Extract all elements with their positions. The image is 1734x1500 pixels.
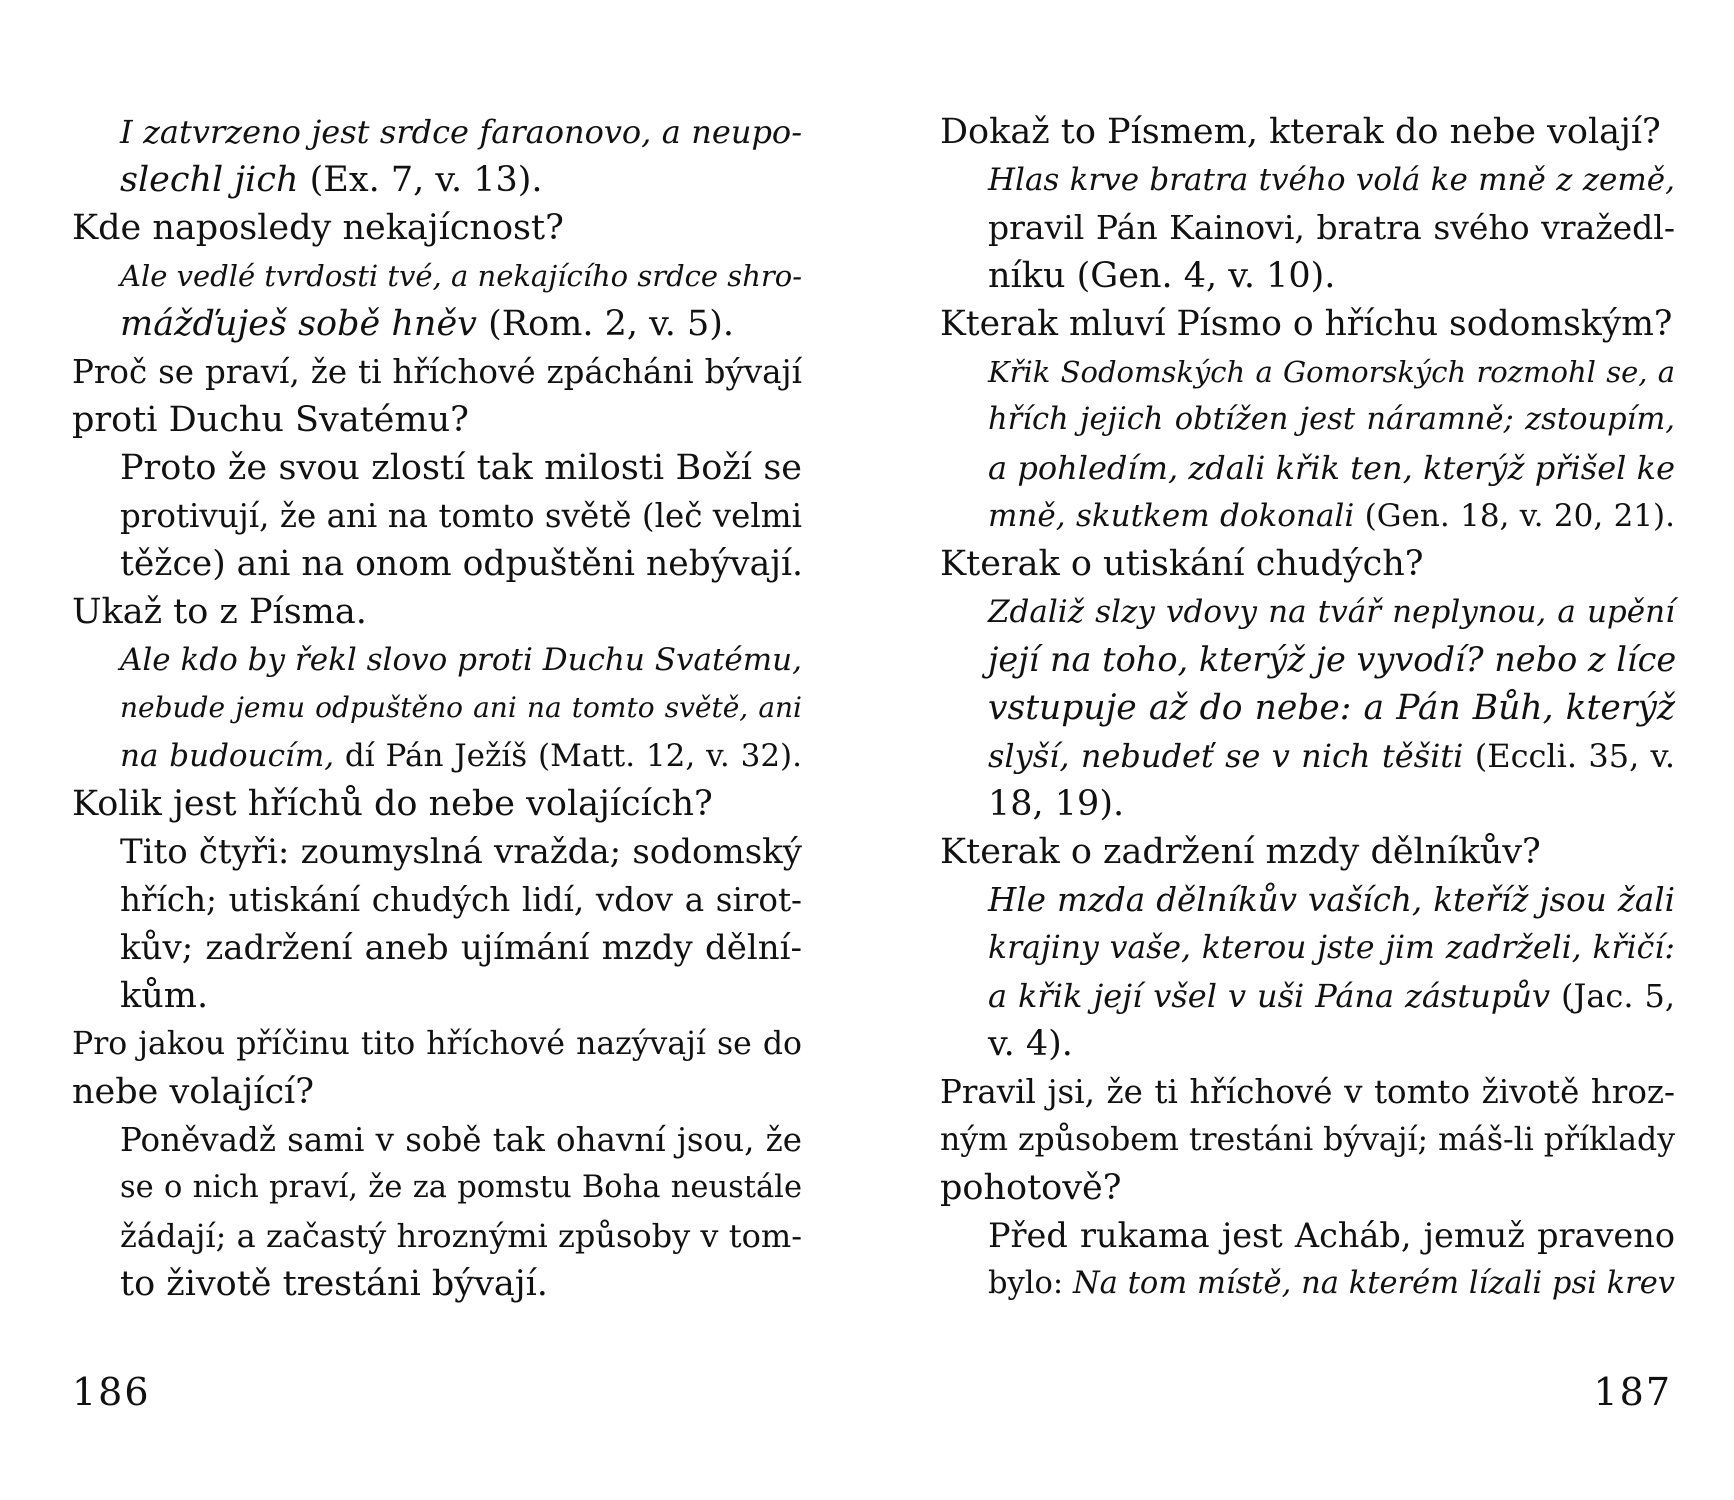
question-paragraph: [940, 108, 1675, 156]
italic-text: Křik Sodomských a Gomorských rozmohl se, a: [988, 355, 1675, 389]
roman-text: (Jac. 5,: [1561, 977, 1676, 1015]
roman-text: (Eccli. 35, v.: [1474, 737, 1676, 775]
text-line: [988, 876, 1675, 924]
text-line: [988, 348, 1675, 396]
roman-text: se o nich praví, že za pomstu Boha neustále: [120, 1170, 802, 1205]
roman-text: protivují, že ani na tomto světě (leč velmi: [120, 497, 802, 535]
italic-text: slyší, nebudeť se v nich těšiti: [988, 737, 1475, 775]
text-line: [988, 396, 1675, 444]
text-line: [72, 396, 802, 444]
italic-text: na budoucím,: [120, 738, 345, 774]
answer-paragraph: [940, 156, 1675, 300]
italic-text: slechl jich: [120, 160, 310, 200]
text-line: [120, 636, 802, 684]
text-line: [988, 1020, 1675, 1068]
roman-text: (Ex. 7, v. 13).: [309, 160, 543, 200]
text-line: [988, 684, 1675, 732]
question-paragraph: [940, 1068, 1675, 1212]
roman-text: to životě trestáni bývají.: [120, 1264, 548, 1304]
roman-text: těžce) ani na onom odpuštěni nebývají.: [120, 544, 803, 584]
text-line: [72, 204, 802, 252]
text-line: [940, 540, 1675, 588]
roman-text: Kde naposledy nekajícnost?: [72, 208, 564, 248]
text-line: [120, 828, 802, 876]
text-line: [120, 1164, 802, 1212]
text-line: [72, 780, 802, 828]
roman-text: bylo:: [988, 1266, 1073, 1301]
roman-text: Tito čtyři: zoumyslná vražda; sodomský: [120, 832, 802, 872]
left-page-text: [72, 108, 802, 1308]
roman-text: pohotově?: [940, 1168, 1122, 1208]
text-line: [988, 924, 1675, 972]
italic-text: Ale vedlé tvrdosti tvé, a nekajícího srdce shro-: [120, 259, 802, 293]
italic-text: a křik její všel v uši Pána zástupův: [988, 977, 1562, 1015]
question-paragraph: [940, 300, 1675, 348]
question-paragraph: [940, 540, 1675, 588]
roman-text: proti Duchu Svatému?: [72, 400, 469, 440]
italic-text: nebude jemu odpuštěno ani na tomto světě, ani: [120, 691, 802, 724]
question-paragraph: [72, 588, 802, 636]
answer-paragraph: [72, 252, 802, 348]
text-line: [72, 348, 802, 396]
italic-text: Hlas krve bratra tvého volá ke mně z země,: [988, 162, 1675, 198]
text-line: [940, 108, 1675, 156]
text-line: [120, 300, 802, 348]
text-line: [940, 1068, 1675, 1116]
question-paragraph: [940, 828, 1675, 876]
answer-paragraph: [72, 828, 802, 1020]
text-line: [120, 924, 802, 972]
roman-text: Kterak o utiskání chudých?: [940, 544, 1424, 584]
text-line: [72, 1068, 802, 1116]
italic-text: vstupuje až do nebe: a Pán Bůh, kterýž: [988, 688, 1675, 728]
roman-text: kův; zadržení aneb ujímání mzdy dělní-: [120, 928, 802, 968]
question-paragraph: [72, 204, 802, 252]
question-paragraph: [72, 348, 802, 444]
text-line: [120, 1212, 802, 1260]
roman-text: Poněvadž sami v sobě tak ohavní jsou, že: [120, 1121, 802, 1159]
roman-text: Proč se praví, že ti hříchové zpácháni bývají: [72, 353, 802, 391]
text-line: [988, 252, 1675, 300]
text-line: [988, 156, 1675, 204]
italic-text: krajiny vaše, kterou jste jim zadrželi, křičí:: [988, 930, 1675, 966]
text-line: [72, 1020, 802, 1068]
roman-text: žádají; a začastý hroznými způsoby v tom-: [120, 1217, 802, 1255]
answer-paragraph: [940, 876, 1675, 1068]
page-number-right: 187: [1593, 1370, 1672, 1414]
roman-text: Pravil jsi, že ti hříchové v tomto životě hroz-: [940, 1073, 1675, 1111]
italic-text: Na tom místě, na kterém lízali psi krev: [1072, 1266, 1675, 1301]
roman-text: dí Pán Ježíš (Matt. 12, v. 32).: [344, 738, 802, 774]
text-line: [988, 636, 1675, 684]
text-line: [988, 204, 1675, 252]
answer-paragraph: [940, 1212, 1675, 1308]
text-line: [988, 588, 1675, 636]
text-line: [120, 972, 802, 1020]
question-paragraph: [72, 1020, 802, 1116]
text-line: [120, 684, 802, 732]
roman-text: Kolik jest hříchů do nebe volajících?: [72, 784, 713, 824]
answer-paragraph: [940, 348, 1675, 540]
right-page-text: [940, 108, 1675, 1308]
roman-text: ným způsobem trestáni bývají; máš-li příklady: [940, 1122, 1675, 1158]
italic-text: a pohledím, zdali křik ten, kterýž přišel ke: [988, 449, 1675, 487]
italic-text: mně, skutkem dokonali: [988, 498, 1365, 534]
text-line: [120, 732, 802, 780]
answer-paragraph: [72, 1116, 802, 1308]
text-line: [940, 300, 1675, 348]
roman-text: (Rom. 2, v. 5).: [488, 304, 735, 344]
text-line: [120, 492, 802, 540]
italic-text: její na toho, kterýž je vyvodí? nebo z líce: [988, 640, 1677, 679]
italic-text: Zdaliž slzy vdovy na tvář neplynou, a upění: [988, 594, 1675, 630]
roman-text: pravil Pán Kainovi, bratra svého vražedl-: [988, 208, 1675, 247]
page-number-left: 186: [72, 1370, 151, 1414]
roman-text: Ukaž to z Písma.: [72, 592, 367, 632]
italic-text: Hle mzda dělníkův vaších, kteříž jsou žali: [988, 881, 1675, 919]
text-line: [988, 1212, 1675, 1260]
text-line: [988, 444, 1675, 492]
text-line: [940, 1116, 1675, 1164]
text-line: [988, 732, 1675, 780]
text-line: [120, 1116, 802, 1164]
italic-text: I zatvrzeno jest srdce faraonovo, a neupo-: [120, 113, 802, 151]
roman-text: (Gen. 18, v. 20, 21).: [1364, 498, 1676, 534]
text-line: [988, 1260, 1675, 1308]
roman-text: v. 4).: [988, 1024, 1073, 1064]
roman-text: Kterak mluví Písmo o hříchu sodomským?: [940, 304, 1673, 344]
text-line: [72, 588, 802, 636]
roman-text: níku (Gen. 4, v. 10).: [988, 256, 1336, 296]
roman-text: nebe volající?: [72, 1072, 315, 1112]
text-line: [120, 444, 802, 492]
roman-text: Kterak o zadržení mzdy dělníkův?: [940, 832, 1541, 872]
answer-paragraph: [940, 588, 1675, 828]
roman-text: Dokaž to Písmem, kterak do nebe volají?: [940, 112, 1661, 152]
text-line: [940, 1164, 1675, 1212]
answer-paragraph: [72, 444, 802, 588]
answer-paragraph: [72, 636, 802, 780]
italic-text: mážďuješ sobě hněv: [120, 304, 489, 344]
roman-text: 18, 19).: [988, 784, 1125, 824]
text-line: [940, 828, 1675, 876]
text-line: [988, 492, 1675, 540]
text-line: [120, 252, 802, 300]
text-line: [120, 876, 802, 924]
text-line: [988, 972, 1675, 1020]
text-line: [988, 780, 1675, 828]
italic-text: hřích jejich obtížen jest náramně; zstoupím,: [988, 402, 1675, 437]
roman-text: Před rukama jest Acháb, jemuž praveno: [988, 1216, 1675, 1255]
roman-text: hřích; utiskání chudých lidí, vdov a sirot-: [120, 881, 802, 919]
italic-text: Ale kdo by řekl slovo proti Duchu Svatému,: [120, 642, 802, 678]
text-line: [120, 1260, 802, 1308]
roman-text: Pro jakou příčinu tito hříchové nazývají se do: [72, 1026, 802, 1062]
text-line: [120, 108, 802, 156]
text-line: [120, 540, 802, 588]
roman-text: kům.: [120, 976, 209, 1016]
question-paragraph: [72, 780, 802, 828]
text-line: [120, 156, 802, 204]
roman-text: Proto že svou zlostí tak milosti Boží se: [120, 448, 802, 488]
answer-paragraph: [72, 108, 802, 204]
